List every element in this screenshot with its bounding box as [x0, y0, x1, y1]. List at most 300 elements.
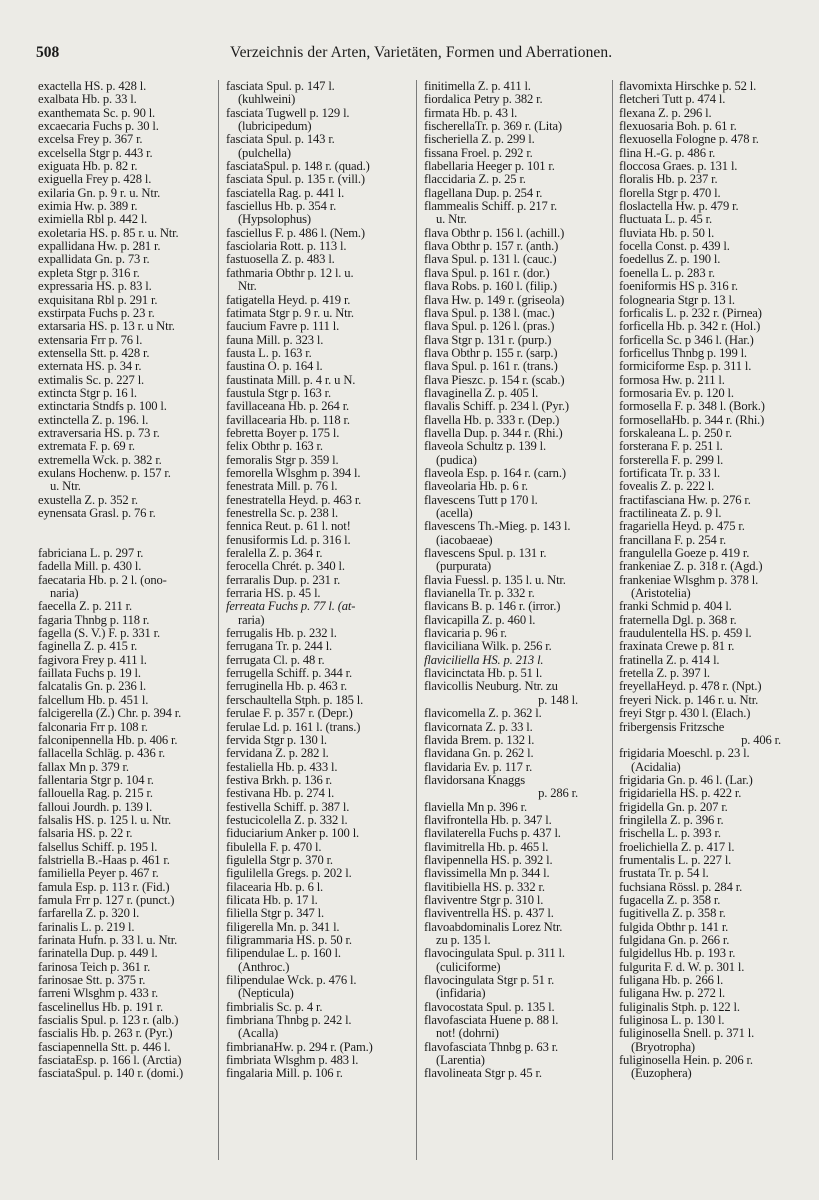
index-entry: fadella Mill. p. 430 l.: [38, 559, 142, 574]
index-entry: flavoabdominalis Lorez Ntr.: [424, 919, 563, 934]
index-entry: filicata Hb. p. 17 l.: [226, 892, 318, 907]
index-entry: fimbrianaHw. p. 294 r. (Pam.): [226, 1039, 373, 1054]
index-entry: flaveola Schultz p. 139 l.: [424, 439, 547, 454]
index-entry: excaecaria Fuchs p. 30 l.: [38, 119, 159, 134]
index-entry: ferrugata Cl. p. 48 r.: [226, 652, 325, 667]
index-entry: flavocingulata Stgr p. 51 r.: [424, 973, 555, 988]
index-entry: farinosa Teich p. 361 r.: [38, 959, 151, 974]
index-entry: falcigerella (Z.) Chr. p. 394 r.: [38, 706, 182, 721]
index-entry: fatigatella Heyd. p. 419 r.: [226, 292, 351, 307]
index-entry: faustinata Mill. p. 4 r. u N.: [226, 372, 356, 387]
index-entry: fagivora Frey p. 411 l.: [38, 652, 147, 667]
index-entry: extremata F. p. 69 r.: [38, 439, 135, 454]
index-entry: fraxinata Crewe p. 81 r.: [619, 639, 735, 654]
index-entry: extensaria Frr p. 76 l.: [38, 332, 143, 347]
index-column-2: [226, 80, 410, 1081]
running-title: Verzeichnis der Arten, Varietäten, Formen und Aberrationen.: [230, 44, 613, 61]
index-entry: forsterana F. p. 251 l.: [619, 439, 723, 454]
index-entry: flavocingulata Spul. p. 311 l.: [424, 946, 565, 961]
index-entry: flavilaterella Fuchs p. 437 l.: [424, 826, 561, 841]
index-entry: (iacobaeae): [436, 532, 493, 547]
index-entry: exoletaria HS. p. 85 r. u. Ntr.: [38, 225, 179, 240]
index-entry: forficalis L. p. 232 r. (Pirnea): [619, 305, 762, 320]
index-entry: fulgidana Gn. p. 266 r.: [619, 933, 730, 947]
index-entry: flavescens Th.-Mieg. p. 143 l.: [424, 519, 571, 534]
index-entry: exstirpata Fuchs p. 23 r.: [38, 305, 155, 320]
index-entry: floccosa Graes. p. 131 l.: [619, 159, 738, 174]
index-entry: fuliginosa L. p. 130 l.: [619, 1013, 725, 1028]
index-entry: flavia Fuessl. p. 135 l. u. Ntr.: [424, 572, 566, 587]
index-entry: flavifrontella Hb. p. 347 l.: [424, 812, 552, 827]
index-entry: fasciapennella Stt. p. 446 l.: [38, 1039, 171, 1054]
index-entry: familiella Peyer p. 467 r.: [38, 866, 159, 881]
index-entry: falsellus Schiff. p. 195 l.: [38, 839, 158, 854]
index-entry: eynensata Grasl. p. 76 r.: [38, 506, 156, 520]
index-entry: (culiciforme): [436, 959, 501, 974]
index-entry: formosaria Ev. p. 120 l.: [619, 385, 734, 400]
index-entry: (pudica): [436, 452, 477, 467]
index-entry: flaviventre Stgr p. 310 l.: [424, 892, 544, 907]
index-entry: falstriella B.-Haas p. 461 r.: [38, 852, 170, 867]
index-entry: fractilineata Z. p. 9 l.: [619, 506, 722, 520]
index-entry: faecella Z. p. 211 r.: [38, 599, 132, 614]
index-entry: exactella HS. p. 428 l.: [38, 79, 147, 93]
index-entry: flavolineata Stgr p. 45 r.: [424, 1066, 542, 1081]
index-entry: flavalis Schiff. p. 234 l. (Pyr.): [424, 399, 569, 414]
index-entry: extimalis Sc. p. 227 l.: [38, 372, 145, 387]
index-entry: ferraralis Dup. p. 231 r.: [226, 572, 341, 587]
index-entry: flavimitrella Hb. p. 465 l.: [424, 839, 549, 854]
index-entry: fenestrata Mill. p. 76 l.: [226, 479, 338, 494]
index-entry: (Hypsolophus): [238, 212, 311, 227]
index-entry: flabellaria Heeger p. 101 r.: [424, 159, 555, 174]
index-entry: flavicornata Z. p. 33 l.: [424, 719, 533, 734]
index-entry: fenusiformis Ld. p. 316 l.: [226, 532, 351, 547]
index-entry: flava Hw. p. 149 r. (griseola): [424, 292, 565, 307]
index-entry: formiciforme Esp. p. 311 l.: [619, 359, 752, 374]
index-entry: fasciataSpul. p. 140 r. (domi.): [38, 1066, 184, 1081]
page-number: 508: [36, 44, 60, 61]
index-entry: falsaria HS. p. 22 r.: [38, 826, 133, 841]
index-entry: ferrugana Tr. p. 244 l.: [226, 639, 333, 654]
index-entry: ferrugalis Hb. p. 232 l.: [226, 626, 337, 641]
index-entry: farinalis L. p. 219 l.: [38, 919, 135, 934]
index-entry: flavipennella HS. p. 392 l.: [424, 852, 553, 867]
index-entry: filacearia Hb. p. 6 l.: [226, 879, 324, 894]
index-entry: fulgida Obthr p. 141 r.: [619, 919, 729, 934]
index-entry: extremella Wck. p. 382 r.: [38, 452, 162, 467]
index-column-1: [38, 80, 214, 1081]
index-entry: fuligana Hw. p. 272 l.: [619, 986, 726, 1001]
index-entry: forskaleana L. p. 250 r.: [619, 425, 732, 440]
index-entry: flavidana Gn. p. 262 l.: [424, 746, 534, 761]
index-entry: extensella Stt. p. 428 r.: [38, 345, 150, 360]
index-entry: forficella Hb. p. 342 r. (Hol.): [619, 319, 761, 334]
index-entry: fervidana Z. p. 282 l.: [226, 746, 329, 761]
index-entry: febretta Boyer p. 175 l.: [226, 425, 340, 440]
index-entry: (Aristotelia): [631, 586, 691, 601]
index-entry: fuchsiana Rössl. p. 284 r.: [619, 879, 743, 894]
index-entry: flava Spul. p. 138 l. (mac.): [424, 305, 555, 320]
index-entry: p. 148 l.: [538, 692, 578, 707]
index-entry: flava Spul. p. 161 r. (trans.): [424, 359, 558, 374]
index-entry: zu p. 135 l.: [436, 933, 491, 947]
index-entry: forsterella F. p. 299 l.: [619, 452, 724, 467]
index-entry: u. Ntr.: [436, 212, 467, 227]
index-entry: flaviciliella HS. p. 213 l.: [424, 652, 544, 667]
index-entry: flavidorsana Knaggs: [424, 772, 526, 787]
index-entry: flavicans B. p. 146 r. (irror.): [424, 599, 561, 614]
index-entry: raria): [238, 612, 265, 627]
index-entry: flavescens Tutt p 170 l.: [424, 492, 538, 507]
index-entry: festiva Brkh. p. 136 r.: [226, 772, 333, 787]
index-entry: Ntr.: [238, 279, 257, 294]
index-entry: frankeniae Wlsghm p. 378 l.: [619, 572, 759, 587]
index-entry: fascialis Hb. p. 263 r. (Pyr.): [38, 1026, 173, 1041]
index-entry: faginella Z. p. 415 r.: [38, 639, 138, 654]
index-entry: foenella L. p. 283 r.: [619, 265, 715, 280]
index-entry: finitimella Z. p. 411 l.: [424, 79, 531, 93]
index-entry: (lubricipedum): [238, 119, 312, 134]
index-entry: flavianella Tr. p. 332 r.: [424, 586, 535, 601]
index-entry: p. 406 r.: [741, 732, 781, 747]
index-entry: fuligana Hb. p. 266 l.: [619, 973, 724, 988]
index-entry: ferruginella Hb. p. 463 r.: [226, 679, 347, 694]
index-entry: fagaria Thnbg p. 118 r.: [38, 612, 150, 627]
index-entry: (Bryotropha): [631, 1039, 695, 1054]
index-entry: ferrugella Schiff. p. 344 r.: [226, 666, 353, 681]
index-entry: fragariella Heyd. p. 475 r.: [619, 519, 745, 534]
index-entry: [38, 534, 214, 547]
index-entry: fraudulentella HS. p. 459 l.: [619, 626, 752, 641]
index-entry: farinatella Dup. p. 449 l.: [38, 946, 158, 961]
index-entry: fluviata Hb. p. 50 l.: [619, 225, 715, 240]
index-entry: expleta Stgr p. 316 r.: [38, 265, 140, 280]
index-entry: flaviella Mn p. 396 r.: [424, 799, 528, 814]
index-entry: extincta Stgr p. 16 l.: [38, 385, 137, 400]
index-entry: fovealis Z. p. 222 l.: [619, 479, 715, 494]
index-entry: fugacella Z. p. 358 r.: [619, 892, 721, 907]
index-entry: flavofasciata Huene p. 88 l.: [424, 1013, 559, 1028]
index-entry: exquisitana Rbl p. 291 r.: [38, 292, 158, 307]
index-entry: femorella Wlsghm p. 394 l.: [226, 465, 361, 480]
index-entry: favillaceana Hb. p. 264 r.: [226, 399, 350, 414]
index-entry: feralella Z. p. 364 r.: [226, 546, 323, 561]
index-entry: frumentalis L. p. 227 l.: [619, 852, 732, 867]
index-entry: fasciolaria Rott. p. 113 l.: [226, 239, 347, 254]
index-entry: fuliginosella Snell. p. 371 l.: [619, 1026, 755, 1041]
index-entry: flavella Dup. p. 344 r. (Rhi.): [424, 425, 563, 440]
index-entry: exiguella Frey p. 428 l.: [38, 172, 152, 187]
index-entry: fasciellus F. p. 486 l. (Nem.): [226, 225, 365, 240]
index-entry: fugitivella Z. p. 358 r.: [619, 906, 726, 921]
index-entry: ferulae Ld. p. 161 l. (trans.): [226, 719, 361, 734]
index-entry: fulgurita F. d. W. p. 301 l.: [619, 959, 745, 974]
index-entry: extarsaria HS. p. 13 r. u Ntr.: [38, 319, 175, 334]
index-entry: flaviventrella HS. p. 437 l.: [424, 906, 554, 921]
index-entry: froelichiella Z. p. 417 l.: [619, 839, 735, 854]
index-entry: farreni Wlsghm p. 433 r.: [38, 986, 158, 1001]
index-entry: (purpurata): [436, 559, 491, 574]
column-divider: [612, 80, 613, 1160]
index-entry: fauna Mill. p. 323 l.: [226, 332, 324, 347]
index-entry: falconipennella Hb. p. 406 r.: [38, 732, 178, 747]
index-entry: farfarella Z. p. 320 l.: [38, 906, 140, 921]
index-entry: flavidaria Ev. p. 117 r.: [424, 759, 533, 774]
index-entry: flava Spul. p. 126 l. (pras.): [424, 319, 555, 334]
index-entry: fabriciana L. p. 297 r.: [38, 546, 144, 561]
index-entry: exanthemata Sc. p. 90 l.: [38, 105, 156, 120]
index-entry: frigidaria Moeschl. p. 23 l.: [619, 746, 750, 761]
index-entry: frigidaria Gn. p. 46 l. (Lar.): [619, 772, 753, 787]
index-entry: (acella): [436, 506, 473, 520]
index-entry: flavofasciata Thnbg p. 63 r.: [424, 1039, 559, 1054]
index-entry: exalbata Hb. p. 33 l.: [38, 92, 137, 107]
index-entry: floralis Hb. p. 237 r.: [619, 172, 718, 187]
index-entry: fausta L. p. 163 r.: [226, 345, 312, 360]
index-entry: folognearia Stgr p. 13 l.: [619, 292, 735, 307]
index-entry: (Acalla): [238, 1026, 279, 1041]
index-entry: falloui Jourdh. p. 139 l.: [38, 799, 153, 814]
index-entry: fletcheri Tutt p. 474 l.: [619, 92, 726, 107]
index-entry: (pulchella): [238, 145, 291, 160]
index-entry: freyellaHeyd. p. 478 r. (Npt.): [619, 679, 762, 694]
index-entry: formosella F. p. 348 l. (Bork.): [619, 399, 765, 414]
index-entry: extraversaria HS. p. 73 r.: [38, 425, 160, 440]
index-entry: flavocostata Spul. p. 135 l.: [424, 999, 555, 1014]
index-entry: fingalaria Mill. p. 106 r.: [226, 1066, 343, 1081]
index-entry: flava Obthr p. 156 l. (achill.): [424, 225, 565, 240]
index-entry: forficella Sc. p 346 l. (Har.): [619, 332, 754, 347]
index-entry: fribergensis Fritzsche: [619, 719, 725, 734]
index-entry: faucium Favre p. 111 l.: [226, 319, 340, 334]
index-entry: fasciataSpul. p. 148 r. (quad.): [226, 159, 370, 174]
index-entry: fasciatella Rag. p. 441 l.: [226, 185, 345, 200]
index-entry: ferreata Fuchs p. 77 l. (at-: [226, 599, 356, 614]
index-entry: flavella Hb. p. 333 r. (Dep.): [424, 412, 560, 427]
index-entry: exustella Z. p. 352 r.: [38, 492, 138, 507]
index-entry: fluctuata L. p. 45 r.: [619, 212, 713, 227]
index-entry: fasciata Tugwell p. 129 l.: [226, 105, 350, 120]
index-entry: falcellum Hb. p. 451 l.: [38, 692, 149, 707]
index-entry: fasciata Spul. p. 143 r.: [226, 132, 335, 147]
index-entry: fatimata Stgr p. 9 r. u. Ntr.: [226, 305, 354, 320]
index-entry: p. 286 r.: [538, 786, 578, 801]
index-entry: filipendulae Wck. p. 476 l.: [226, 973, 357, 988]
index-entry: filigerella Mn. p. 341 l.: [226, 919, 340, 934]
index-entry: filiella Stgr p. 347 l.: [226, 906, 324, 921]
index-entry: favillacearia Hb. p. 118 r.: [226, 412, 350, 427]
index-entry: formosa Hw. p. 211 l.: [619, 372, 725, 387]
index-entry: fretella Z. p. 397 l.: [619, 666, 710, 681]
index-entry: flexuosaria Boh. p. 61 r.: [619, 119, 737, 134]
index-entry: naria): [50, 586, 79, 601]
index-entry: fervida Stgr p. 130 l.: [226, 732, 327, 747]
index-entry: fennica Reut. p. 61 l. not!: [226, 519, 351, 534]
index-entry: fenestrella Sc. p. 238 l.: [226, 506, 339, 520]
index-entry: figulilella Gregs. p. 202 l.: [226, 866, 352, 881]
index-entry: flavicaria p. 96 r.: [424, 626, 507, 641]
index-entry: faecataria Hb. p. 2 l. (ono-: [38, 572, 167, 587]
index-entry: flavicinctata Hb. p. 51 l.: [424, 666, 543, 681]
index-entry: florella Stgr p. 470 l.: [619, 185, 721, 200]
index-entry: flavomixta Hirschke p. 52 l.: [619, 79, 757, 93]
index-entry: (Nepticula): [238, 986, 294, 1001]
index-entry: flaveolaria Hb. p. 6 r.: [424, 479, 528, 494]
index-entry: (kuhlweini): [238, 92, 296, 107]
index-entry: flava Spul. p. 161 r. (dor.): [424, 265, 550, 280]
index-entry: fasciellus Hb. p. 354 r.: [226, 199, 337, 214]
index-entry: flavicapilla Z. p. 460 l.: [424, 612, 536, 627]
index-entry: fasciata Spul. p. 147 l.: [226, 79, 335, 93]
index-entry: fiduciarium Anker p. 100 l.: [226, 826, 360, 841]
index-entry: flava Spul. p. 131 l. (cauc.): [424, 252, 557, 267]
index-entry: faustina O. p. 164 l.: [226, 359, 323, 374]
index-entry: externata HS. p. 34 r.: [38, 359, 142, 374]
index-entry: (Anthroc.): [238, 959, 290, 974]
column-divider: [416, 80, 417, 1160]
index-entry: flavaginella Z. p. 405 l.: [424, 385, 539, 400]
index-entry: fallouella Rag. p. 215 r.: [38, 786, 153, 801]
index-entry: flexuosella Fologne p. 478 r.: [619, 132, 759, 147]
index-entry: excelsa Frey p. 367 r.: [38, 132, 143, 147]
index-entry: extinctella Z. p. 196. l.: [38, 412, 149, 427]
index-entry: flava Obthr p. 155 r. (sarp.): [424, 345, 558, 360]
page-header: [36, 44, 796, 66]
index-entry: excelsella Stgr p. 443 r.: [38, 145, 153, 160]
index-column-3: [424, 80, 606, 1081]
index-entry: formosellaHb. p. 344 r. (Rhi.): [619, 412, 765, 427]
index-entry: fimbriata Wlsghm p. 483 l.: [226, 1053, 359, 1068]
index-entry: fortificata Tr. p. 33 l.: [619, 465, 720, 480]
index-entry: fallacella Schläg. p. 436 r.: [38, 746, 165, 761]
index-entry: fractifasciana Hw. p. 276 r.: [619, 492, 751, 507]
index-entry: falconaria Frr p. 108 r.: [38, 719, 148, 734]
index-entry: flava Pieszc. p. 154 r. (scab.): [424, 372, 565, 387]
index-entry: exilaria Gn. p. 9 r. u. Ntr.: [38, 185, 161, 200]
index-entry: flavicomella Z. p. 362 l.: [424, 706, 542, 721]
index-entry: fathmaria Obthr p. 12 l. u.: [226, 265, 354, 280]
index-entry: expallidana Hw. p. 281 r.: [38, 239, 161, 254]
index-entry: festaliella Hb. p. 433 l.: [226, 759, 338, 774]
index-entry: flavissimella Mn p. 344 l.: [424, 866, 550, 881]
index-entry: fringilella Z. p. 396 r.: [619, 812, 724, 827]
index-entry: flaviciliana Wilk. p. 256 r.: [424, 639, 552, 654]
index-entry: fasciata Spul. p. 135 r. (vill.): [226, 172, 365, 187]
index-entry: fischerellaTr. p. 369 r. (Lita): [424, 119, 562, 134]
index-entry: u. Ntr.: [50, 479, 81, 494]
index-entry: flava Obthr p. 157 r. (anth.): [424, 239, 559, 254]
index-entry: focella Const. p. 439 l.: [619, 239, 730, 254]
index-entry: farinata Hufn. p. 33 l. u. Ntr.: [38, 933, 178, 947]
index-entry: [38, 520, 214, 533]
index-entry: foeniformis HS p. 316 r.: [619, 279, 738, 294]
index-entry: exulans Hochenw. p. 157 r.: [38, 465, 171, 480]
index-entry: freyi Stgr p. 430 l. (Elach.): [619, 706, 751, 721]
index-entry: fuliginalis Stph. p. 122 l.: [619, 999, 740, 1014]
index-entry: flavitibiella HS. p. 332 r.: [424, 879, 545, 894]
index-entry: flava Robs. p. 160 l. (filip.): [424, 279, 557, 294]
index-entry: fascialis Spul. p. 123 r. (alb.): [38, 1013, 179, 1028]
index-entry: famula Esp. p. 113 r. (Fid.): [38, 879, 170, 894]
index-entry: flina H.-G. p. 486 r.: [619, 145, 716, 160]
index-entry: fascelinellus Hb. p. 191 r.: [38, 999, 164, 1014]
index-entry: expressaria HS. p. 83 l.: [38, 279, 152, 294]
index-entry: frigidariella HS. p. 422 r.: [619, 786, 742, 801]
index-entry: frischella L. p. 393 r.: [619, 826, 721, 841]
index-entry: frangulella Goeze p. 419 r.: [619, 546, 750, 561]
index-entry: figulella Stgr p. 370 r.: [226, 852, 333, 867]
index-entry: flammealis Schiff. p. 217 r.: [424, 199, 558, 214]
index-entry: fallentaria Stgr p. 104 r.: [38, 772, 154, 787]
index-entry: eximiella Rbl p. 442 l.: [38, 212, 148, 227]
index-entry: frigidella Gn. p. 207 r.: [619, 799, 728, 814]
index-entry: expallidata Gn. p. 73 r.: [38, 252, 150, 267]
index-entry: extinctaria Stndfs p. 100 l.: [38, 399, 167, 414]
index-entry: freyeri Nick. p. 146 r. u. Ntr.: [619, 692, 759, 707]
index-entry: flavicollis Neuburg. Ntr. zu: [424, 679, 558, 694]
index-entry: foedellus Z. p. 190 l.: [619, 252, 721, 267]
index-entry: fratinella Z. p. 414 l.: [619, 652, 720, 667]
index-entry: fimbrialis Sc. p. 4 r.: [226, 999, 323, 1014]
index-entry: fiordalica Petry p. 382 r.: [424, 92, 543, 107]
index-entry: fastuosella Z. p. 483 l.: [226, 252, 335, 267]
index-entry: fissana Froel. p. 292 r.: [424, 145, 533, 160]
index-entry: (Euzophera): [631, 1066, 692, 1081]
index-entry: frankeniae Z. p. 318 r. (Agd.): [619, 559, 763, 574]
index-entry: franki Schmid p. 404 l.: [619, 599, 732, 614]
index-entry: filipendulae L. p. 160 l.: [226, 946, 341, 961]
index-entry: eximia Hw. p. 389 r.: [38, 199, 138, 214]
index-entry: fischeriella Z. p. 299 l.: [424, 132, 535, 147]
index-entry: festucicolella Z. p. 332 l.: [226, 812, 348, 827]
index-entry: fimbriana Thnbg p. 242 l.: [226, 1013, 352, 1028]
index-entry: (Acidalia): [631, 759, 681, 774]
index-entry: famula Frr p. 127 r. (punct.): [38, 892, 175, 907]
index-entry: (Larentia): [436, 1053, 485, 1068]
index-entry: femoralis Stgr p. 359 l.: [226, 452, 339, 467]
index-column-4: [619, 80, 809, 1081]
index-entry: fibulella F. p. 470 l.: [226, 839, 322, 854]
index-entry: filigrammaria HS. p. 50 r.: [226, 933, 352, 947]
index-entry: faillata Fuchs p. 19 l.: [38, 666, 141, 681]
index-entry: ferocella Chrét. p. 340 l.: [226, 559, 345, 574]
index-entry: flavida Brem. p. 132 l.: [424, 732, 535, 747]
index-entry: firmata Hb. p. 43 l.: [424, 105, 518, 120]
index-entry: (infidaria): [436, 986, 486, 1001]
index-entry: floslactella Hw. p. 479 r.: [619, 199, 739, 214]
index-entry: felix Obthr p. 163 r.: [226, 439, 323, 454]
index-entry: festivella Schiff. p. 387 l.: [226, 799, 350, 814]
index-entry: not! (dohrni): [436, 1026, 499, 1041]
index-entry: francillana F. p. 254 r.: [619, 532, 726, 547]
index-entry: flava Stgr p. 131 r. (purp.): [424, 332, 552, 347]
index-entry: fallax Mn p. 379 r.: [38, 759, 129, 774]
index-entry: flaveola Esp. p. 164 r. (carn.): [424, 465, 566, 480]
index-entry: flexana Z. p. 296 l.: [619, 105, 712, 120]
index-entry: flaccidaria Z. p. 25 r.: [424, 172, 526, 187]
index-entry: festivana Hb. p. 274 l.: [226, 786, 335, 801]
index-entry: farinosae Stt. p. 375 r.: [38, 973, 146, 988]
index-entry: flagellana Dup. p. 254 r.: [424, 185, 543, 200]
index-entry: forficellus Thnbg p. 199 l.: [619, 345, 747, 360]
index-entry: falcatalis Gn. p. 236 l.: [38, 679, 146, 694]
index-entry: faustula Stgr p. 163 r.: [226, 385, 331, 400]
index-entry: fuliginosella Hein. p. 206 r.: [619, 1053, 753, 1068]
index-entry: fulgidellus Hb. p. 193 r.: [619, 946, 736, 961]
index-entry: fagella (S. V.) F. p. 331 r.: [38, 626, 161, 641]
index-entry: exiguata Hb. p. 82 r.: [38, 159, 138, 174]
